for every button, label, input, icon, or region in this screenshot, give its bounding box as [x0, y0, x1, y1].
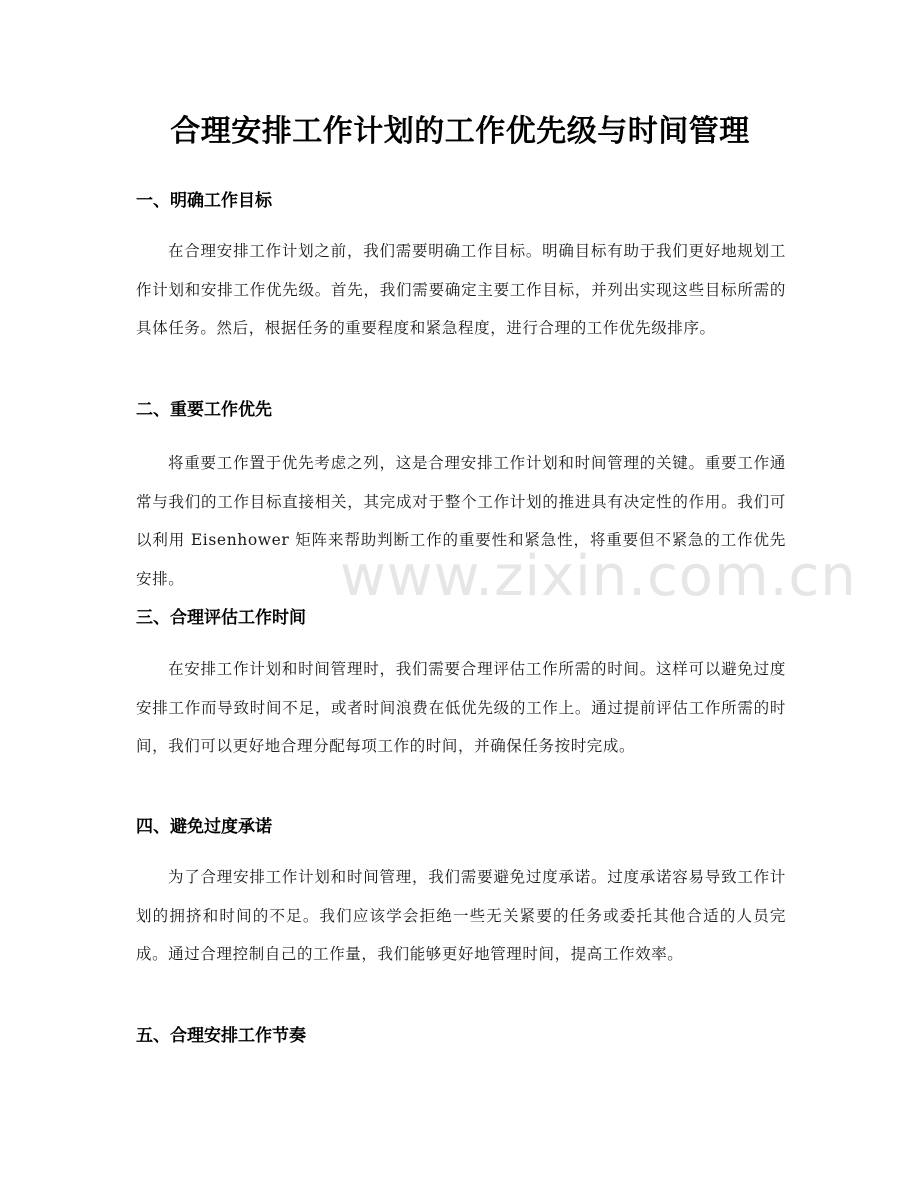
section-heading-5: 五、合理安排工作节奏 [136, 1026, 306, 1046]
section-paragraph-4: 为了合理安排工作计划和时间管理，我们需要避免过度承诺。过度承诺容易导致工作计划的拥挤和时间的不足。我们应该学会拒绝一些无关紧要的任务或委托其他合适的人员完成。通过合理控制自己的工作量，我们能够更好地管理时间，提高工作效率。 [136, 868, 786, 963]
section-heading-4: 四、避免过度承诺 [136, 817, 272, 837]
section-paragraph-3: 在安排工作计划和时间管理时，我们需要合理评估工作所需的时间。这样可以避免过度安排工作而导致时间不足，或者时间浪费在低优先级的工作上。通过提前评估工作所需的时间，我们可以更好地合理分配每项工作的时间，并确保任务按时完成。 [136, 660, 786, 755]
document-title: 合理安排工作计划的工作优先级与时间管理 [170, 114, 750, 149]
section-heading-2: 二、重要工作优先 [136, 400, 272, 420]
watermark: www.zixin.com.cn [340, 544, 857, 609]
section-heading-3: 三、合理评估工作时间 [136, 608, 306, 628]
section-heading-1: 一、明确工作目标 [136, 191, 272, 211]
section-paragraph-2: 将重要工作置于优先考虑之列，这是合理安排工作计划和时间管理的关键。重要工作通常与我们的工作目标直接相关，其完成对于整个工作计划的推进具有决定性的作用。我们可以利用 Eisenhower 矩阵来帮助判断工作的重要性和紧急性，将重要但不紧急的工作优先安排。 [136, 454, 786, 588]
section-paragraph-1: 在合理安排工作计划之前，我们需要明确工作目标。明确目标有助于我们更好地规划工作计划和安排工作优先级。首先，我们需要确定主要工作目标，并列出实现这些目标所需的具体任务。然后，根据任务的重要程度和紧急程度，进行合理的工作优先级排序。 [136, 242, 786, 337]
